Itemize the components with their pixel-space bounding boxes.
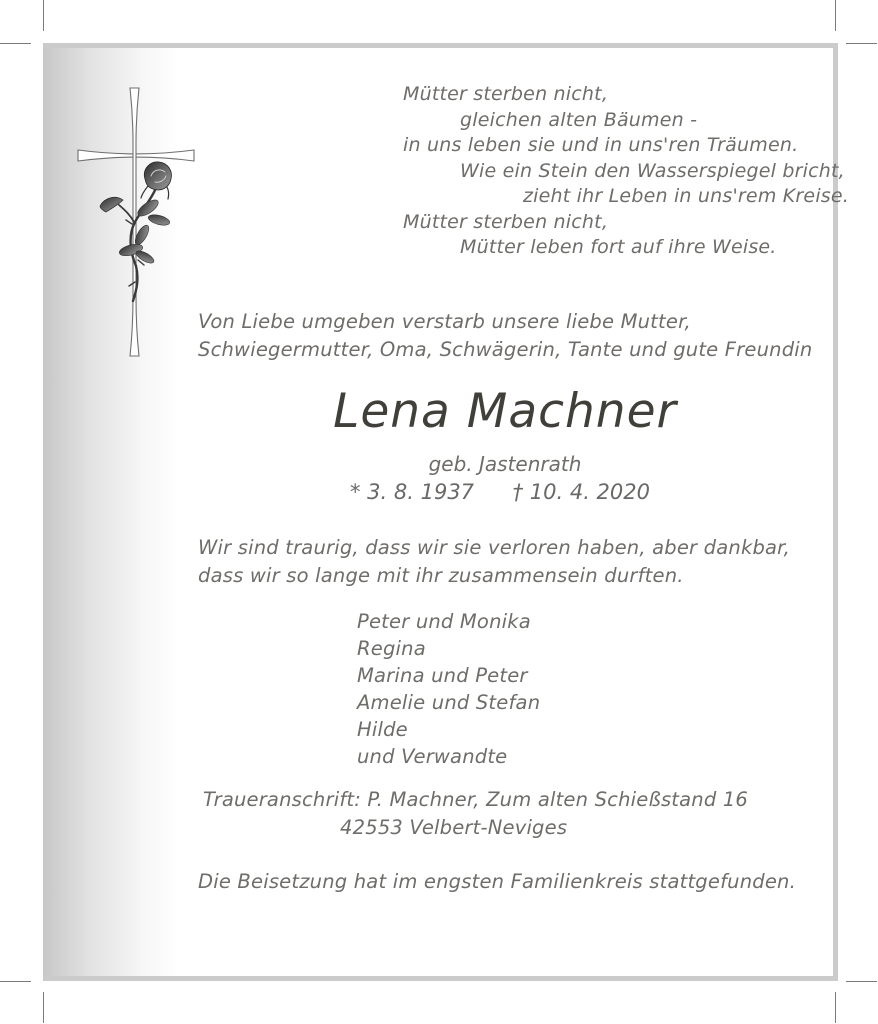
deceased-block (260, 386, 750, 476)
mourner-item: und Verwandte (357, 745, 508, 768)
mourner-item: Marina und Peter (357, 664, 528, 687)
life-dates (350, 480, 650, 504)
mourner-item: Hilde (357, 718, 408, 741)
intro-text: Von Liebe umgeben verstarb unsere liebe Mutter, Schwiegermutter, Oma, Schwägerin, Tante und gute Freundin (198, 310, 813, 361)
mourning-address-line2: 42553 Velbert-Neviges (340, 816, 568, 839)
mourner-item: Peter und Monika (357, 610, 531, 633)
poem-line: Mütter leben fort auf ihre Weise. (460, 236, 777, 258)
birth-date: * 3. 8. 1937 (350, 480, 475, 504)
mourner-item: Regina (357, 637, 426, 660)
crop-mark-bottom-left-vertical (43, 992, 44, 1023)
death-date: † 10. 4. 2020 (512, 480, 650, 504)
mourner-item: Amelie und Stefan (357, 691, 541, 714)
obituary-card (43, 43, 850, 981)
poem-line: gleichen alten Bäumen - (460, 108, 698, 131)
crop-mark-top-right-horizontal (846, 43, 877, 44)
maiden-name: geb. Jastenrath (428, 452, 582, 476)
mourning-address-line1: Traueranschrift: P. Machner, Zum alten Schießstand 16 (203, 788, 749, 811)
crop-mark-top-left-horizontal (0, 43, 31, 44)
poem-line: Mütter sterben nicht, (403, 210, 609, 233)
poem-line: in uns leben sie und in uns'ren Träumen. (403, 134, 799, 156)
poem-line: Wie ein Stein den Wasserspiegel bricht, (460, 159, 845, 182)
deceased-name: Lena Machner (333, 384, 677, 439)
poem-line: zieht ihr Leben in uns'rem Kreise. (523, 185, 850, 207)
poem-line: Mütter sterben nicht, (403, 83, 609, 105)
crop-mark-bottom-left-horizontal (0, 981, 31, 982)
condolence-text: Wir sind traurig, dass wir sie verloren haben, aber dankbar, dass wir so lange mit ihr zusammensein durften. (198, 536, 790, 587)
mourners-list (357, 608, 540, 770)
closing-text: Die Beisetzung hat im engsten Familienkreis stattgefunden. (198, 870, 796, 893)
crop-mark-bottom-right-vertical (835, 992, 836, 1023)
crop-mark-top-left-vertical (43, 0, 44, 31)
memorial-poem (403, 82, 849, 261)
crop-mark-bottom-right-horizontal (846, 981, 877, 982)
crop-mark-top-right-vertical (835, 0, 836, 31)
